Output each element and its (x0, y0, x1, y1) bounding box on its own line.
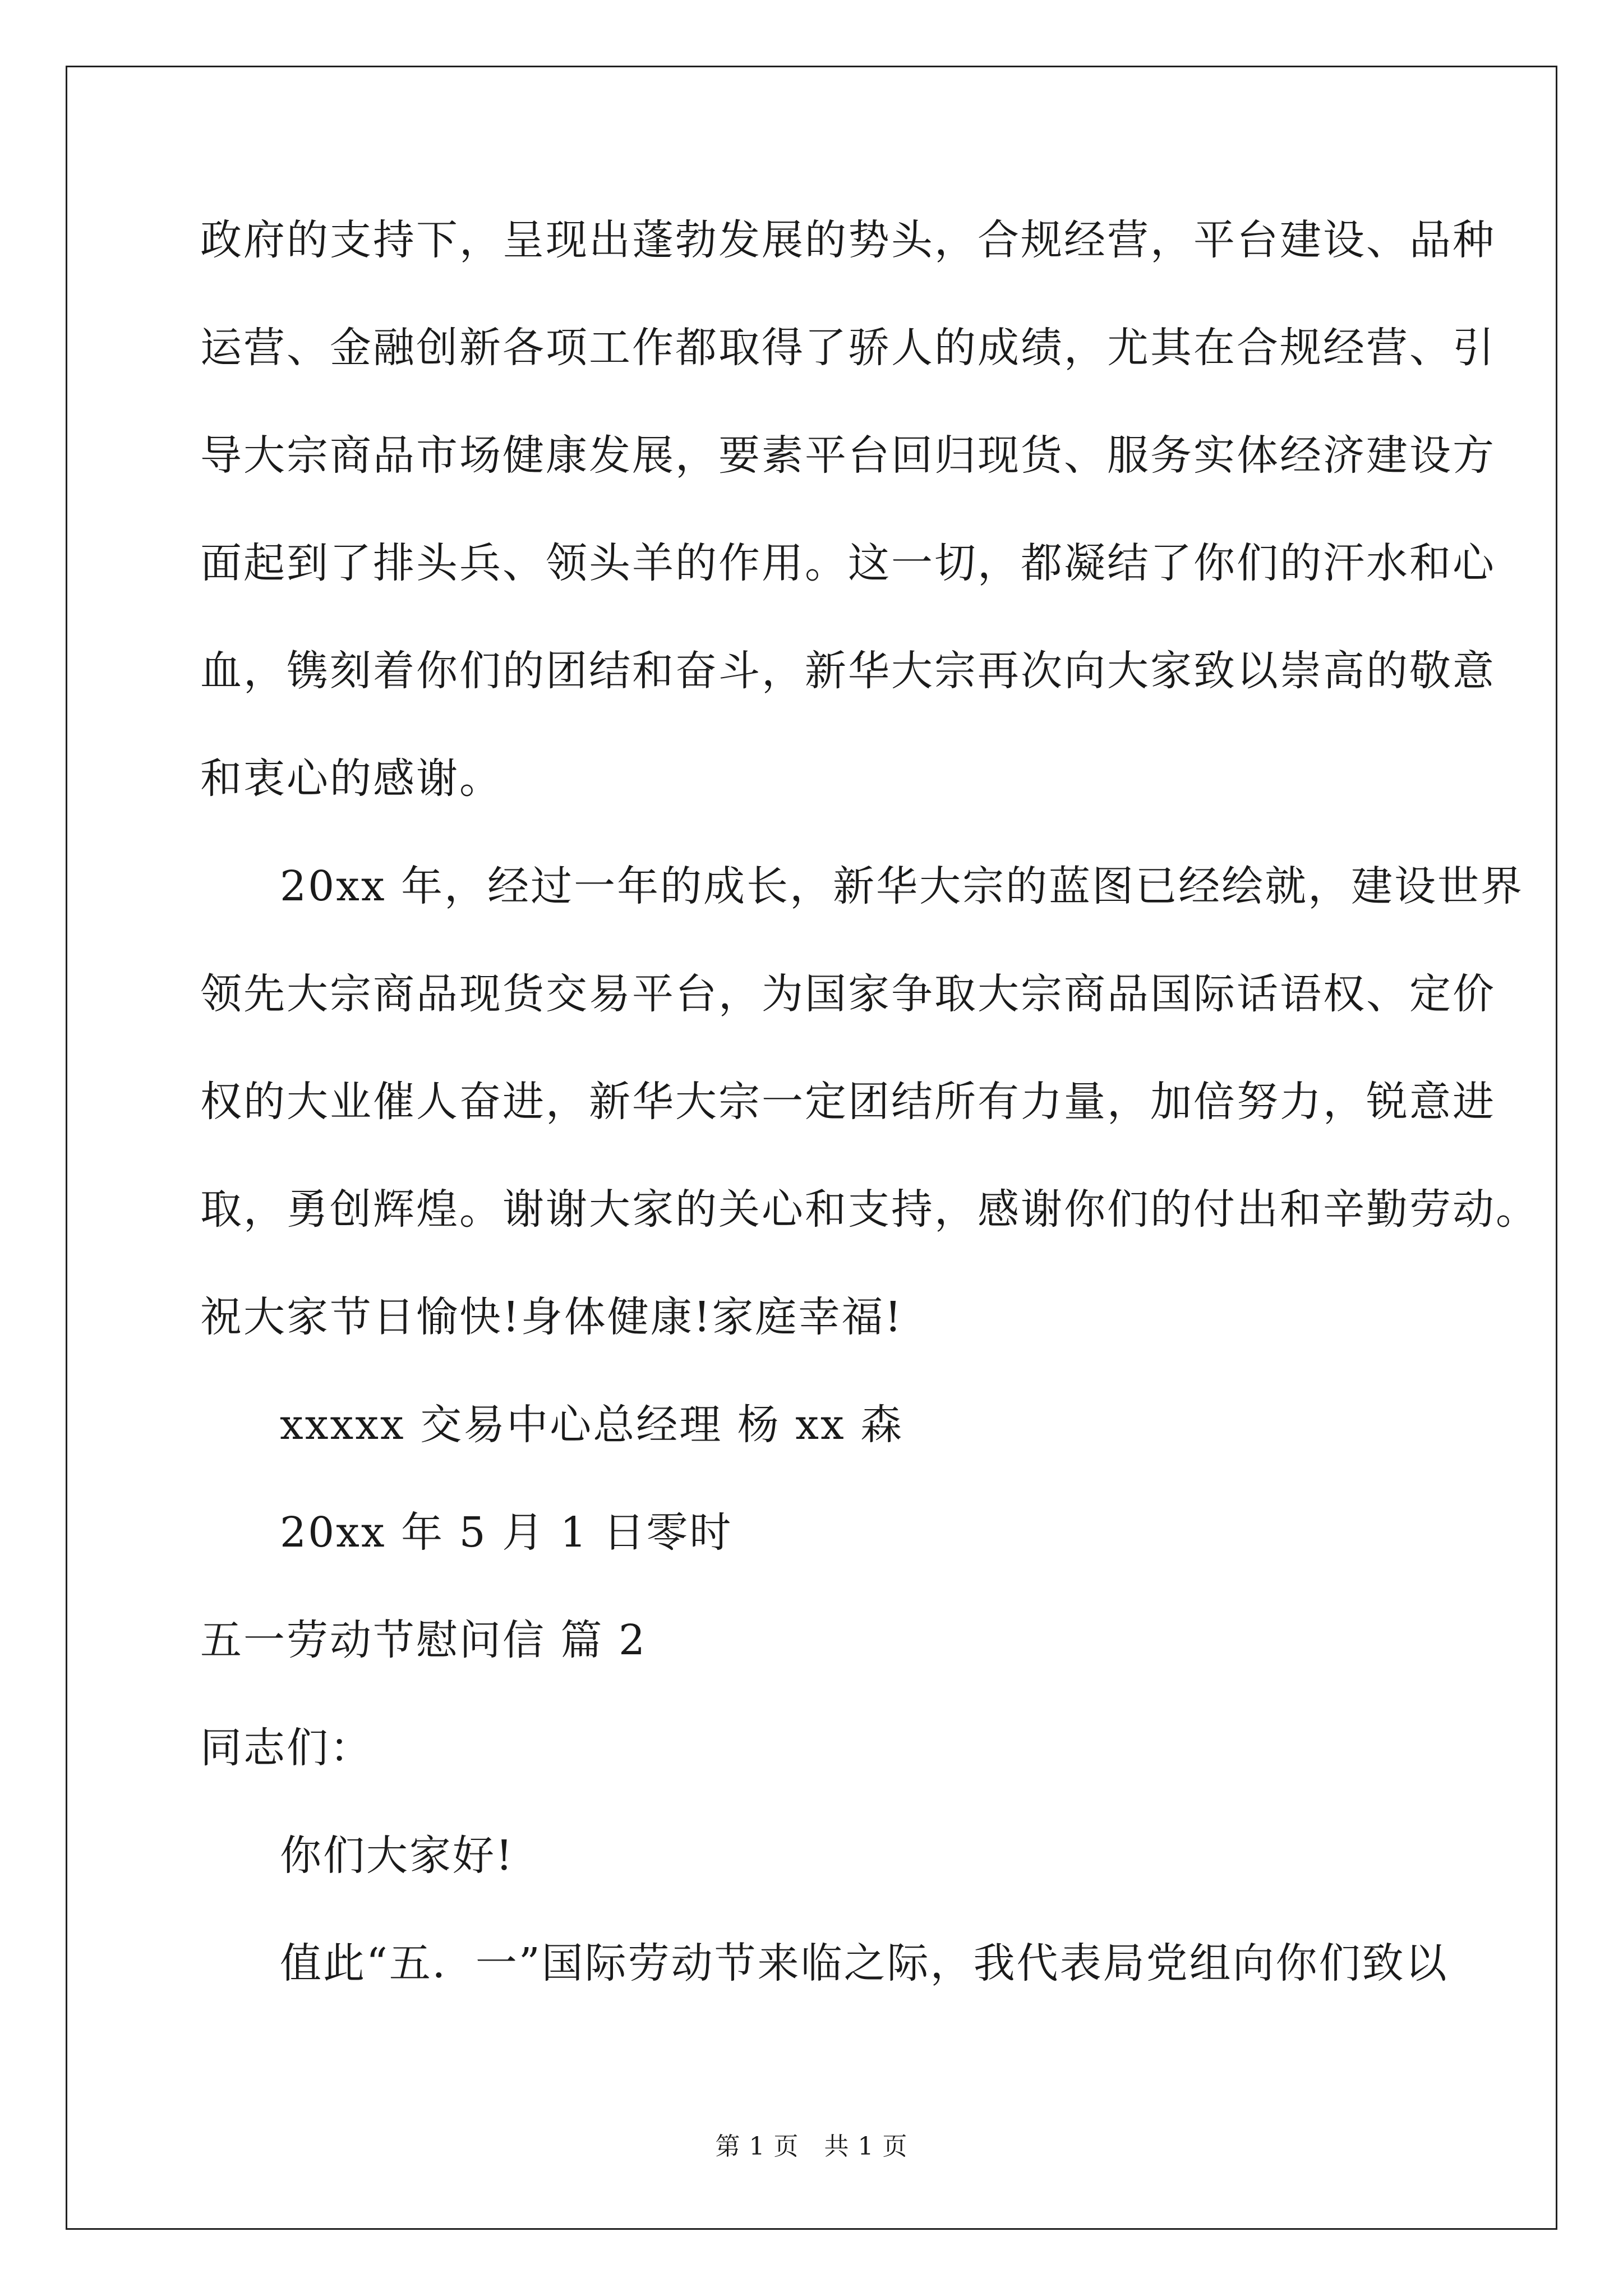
paragraph-line: 和衷心的感谢。 (200, 754, 502, 803)
page-border (66, 66, 1557, 2230)
paragraph-line: 面起到了排头兵、领头羊的作用。这一切，都凝结了你们的汗水和心 (200, 539, 1496, 587)
paragraph-line: 20xx 年，经过一年的成长，新华大宗的蓝图已经绘就，建设世界 (280, 862, 1524, 910)
salutation: 同志们： (200, 1724, 373, 1772)
greeting: 你们大家好! (280, 1832, 514, 1880)
paragraph-line: 血，镌刻着你们的团结和奋斗，新华大宗再次向大家致以崇高的敬意 (200, 647, 1496, 695)
section-heading: 五一劳动节慰问信 篇 2 (200, 1616, 647, 1664)
paragraph-line: 政府的支持下，呈现出蓬勃发展的势头，合规经营，平台建设、品种 (200, 216, 1496, 264)
paragraph-line: 领先大宗商品现货交易平台，为国家争取大宗商品国际话语权、定价 (200, 970, 1496, 1018)
page-footer: 第 1 页 共 1 页 (715, 2132, 908, 2161)
paragraph-line: 取，勇创辉煌。谢谢大家的关心和支持，感谢你们的付出和辛勤劳动。 (200, 1185, 1539, 1234)
paragraph-line: 权的大业催人奋进，新华大宗一定团结所有力量，加倍努力，锐意进 (200, 1078, 1496, 1126)
paragraph-line: 运营、金融创新各项工作都取得了骄人的成绩，尤其在合规经营、引 (200, 324, 1496, 372)
paragraph-line: 祝大家节日愉快!身体健康!家庭幸福! (200, 1293, 903, 1341)
signature: xxxxx 交易中心总经理 杨 xx 森 (280, 1401, 904, 1449)
letter-date: 20xx 年 5 月 1 日零时 (280, 1508, 733, 1557)
paragraph-line: 导大宗商品市场健康发展，要素平台回归现货、服务实体经济建设方 (200, 431, 1496, 480)
opening-line: 值此“五．一”国际劳动节来临之际，我代表局党组向你们致以 (280, 1939, 1449, 1987)
